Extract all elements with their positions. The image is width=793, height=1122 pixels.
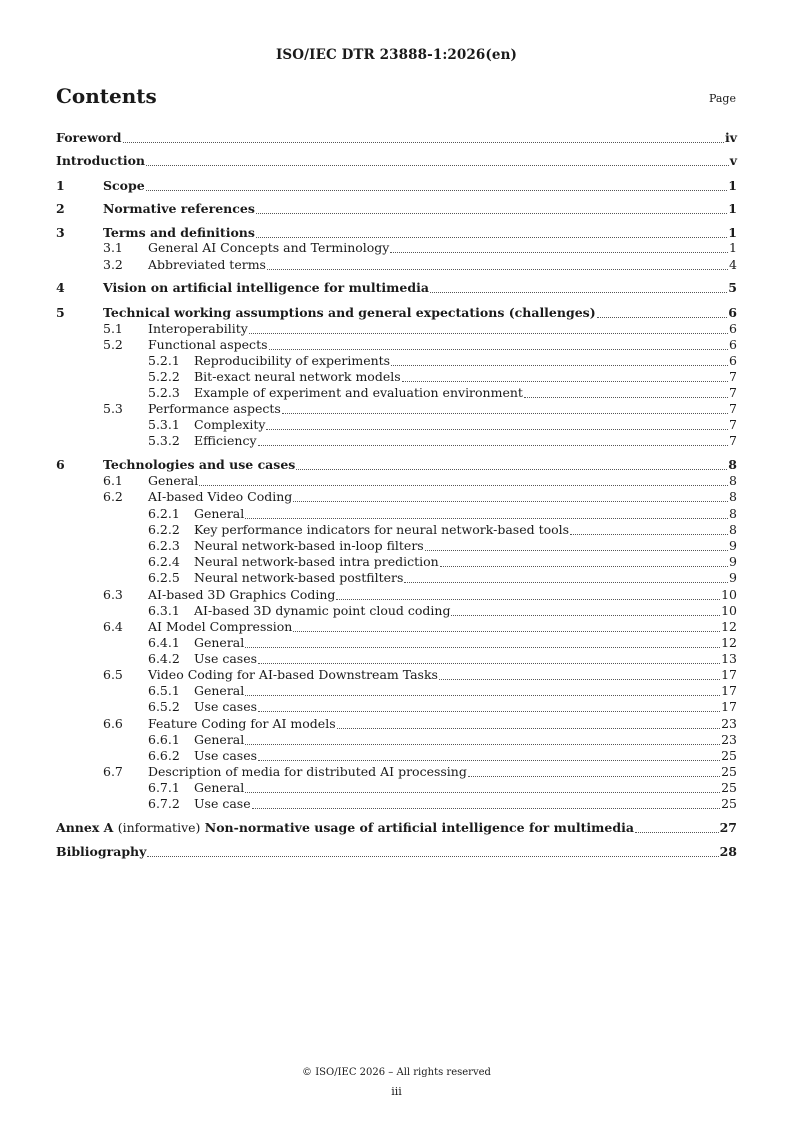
toc-dot-leader <box>258 444 729 446</box>
toc-entry[interactable] <box>56 603 737 619</box>
toc-entry-title: Use cases <box>194 699 258 714</box>
toc-entry[interactable] <box>56 489 737 505</box>
toc-dot-leader <box>249 332 728 334</box>
toc-entry-number: 6.7 <box>103 764 123 779</box>
toc-entry-title: Functional aspects <box>148 337 268 352</box>
toc-dot-leader <box>258 710 720 712</box>
page-number: iii <box>391 1085 402 1098</box>
toc-entry-number: 6.2 <box>103 489 123 504</box>
toc-entry-title: Neural network-based postfilters <box>194 570 404 585</box>
toc-entry-number: 5.3.1 <box>148 417 180 432</box>
toc-entry-number: 1 <box>56 178 65 193</box>
toc-dot-leader <box>267 268 728 270</box>
toc-dot-leader <box>269 348 729 350</box>
copyright-notice: © ISO/IEC 2026 – All rights reserved <box>302 1067 491 1078</box>
toc-entry-number: 6.2.1 <box>148 506 180 521</box>
toc-entry[interactable] <box>56 337 737 353</box>
toc-entry-number: 5.2.1 <box>148 353 180 368</box>
toc-entry-page: 23 <box>721 716 737 731</box>
toc-entry-page: 7 <box>729 385 737 400</box>
toc-entry-title: Neural network-based intra prediction <box>194 554 439 569</box>
toc-entry-number: 6.2.3 <box>148 538 180 553</box>
toc-entry-title: General <box>148 473 199 488</box>
toc-entry-page: 6 <box>729 337 737 352</box>
toc-dot-leader <box>146 164 729 166</box>
toc-entry-number: 6.5.1 <box>148 683 180 698</box>
toc-entry-title: AI Model Compression <box>148 619 293 634</box>
toc-entry-number: 6.6 <box>103 716 123 731</box>
toc-entry-number: 6.4.1 <box>148 635 180 650</box>
toc-entry-page: v <box>729 153 737 168</box>
toc-dot-leader <box>146 189 728 191</box>
toc-entry-title: Video Coding for AI-based Downstream Tasks <box>148 667 438 682</box>
toc-entry[interactable] <box>56 280 737 296</box>
toc-entry[interactable] <box>56 433 737 449</box>
toc-entry-title: AI-based 3D Graphics Coding <box>148 587 336 602</box>
toc-entry-annex[interactable] <box>56 820 737 836</box>
toc-entry-title: Feature Coding for AI models <box>148 716 336 731</box>
toc-entry-title: Normative references <box>103 201 255 216</box>
toc-entry-title: Foreword <box>56 130 122 145</box>
toc-entry-number: 5 <box>56 305 65 320</box>
toc-entry-number: 6.3.1 <box>148 603 180 618</box>
toc-entry-page: 28 <box>719 844 737 859</box>
toc-entry[interactable] <box>56 619 737 635</box>
toc-dot-leader <box>245 694 720 696</box>
toc-entry-title: Performance aspects <box>148 401 281 416</box>
toc-entry[interactable] <box>56 748 737 764</box>
annex-title: Non-normative usage of artificial intelligence for multimedia <box>204 820 634 835</box>
toc-entry-number: 5.1 <box>103 321 123 336</box>
toc-entry-title: Interoperability <box>148 321 248 336</box>
toc-entry-page: 9 <box>729 538 737 553</box>
toc-entry-page: 10 <box>721 603 737 618</box>
toc-dot-leader <box>336 598 720 600</box>
toc-entry[interactable] <box>56 178 737 194</box>
toc-entry-number: 6 <box>56 457 65 472</box>
toc-entry-number: 6.1 <box>103 473 123 488</box>
toc-entry-number: 3.1 <box>103 240 123 255</box>
toc-entry[interactable] <box>56 321 737 337</box>
toc-dot-leader <box>296 468 727 470</box>
document-header: ISO/IEC DTR 23888-1:2026(en) <box>276 47 517 63</box>
toc-dot-leader <box>245 743 720 745</box>
toc-entry-page: 8 <box>729 489 737 504</box>
toc-entry[interactable] <box>56 225 737 241</box>
toc-entry-title: General <box>194 506 245 521</box>
toc-entry[interactable] <box>56 554 737 570</box>
toc-entry[interactable] <box>56 635 737 651</box>
toc-entry-title: Reproducibility of experiments <box>194 353 391 368</box>
toc-dot-leader <box>258 759 720 761</box>
toc-entry-page: 12 <box>721 619 737 634</box>
toc-entry-number: 5.2 <box>103 337 123 352</box>
toc-entry-number: 6.6.2 <box>148 748 180 763</box>
toc-entry-page: 4 <box>729 257 737 272</box>
toc-entry-number: 6.4 <box>103 619 123 634</box>
toc-entry[interactable] <box>56 417 737 433</box>
toc-entry-number: 5.3.2 <box>148 433 180 448</box>
toc-entry-page: 1 <box>728 178 737 193</box>
toc-entry[interactable] <box>56 780 737 796</box>
toc-dot-leader <box>390 251 728 253</box>
toc-entry-page: 10 <box>721 587 737 602</box>
bibliography-title: Bibliography <box>56 844 147 859</box>
toc-entry-title: Technologies and use cases <box>103 457 296 472</box>
toc-entry-title: General <box>194 635 245 650</box>
toc-entry[interactable] <box>56 401 737 417</box>
toc-entry-title: AI-based 3D dynamic point cloud coding <box>194 603 451 618</box>
toc-entry[interactable] <box>56 506 737 522</box>
toc-dot-leader <box>468 775 720 777</box>
toc-entry-page: 7 <box>729 417 737 432</box>
toc-entry-title: Complexity <box>194 417 266 432</box>
toc-entry[interactable] <box>56 587 737 603</box>
toc-entry-title: Efficiency <box>194 433 257 448</box>
toc-entry[interactable] <box>56 570 737 586</box>
toc-entry[interactable] <box>56 385 737 401</box>
annex-label: Annex A <box>56 820 114 835</box>
toc-entry-page: 7 <box>729 433 737 448</box>
toc-entry-page: 9 <box>729 570 737 585</box>
toc-entry[interactable] <box>56 153 737 169</box>
toc-entry-page: 25 <box>721 764 737 779</box>
toc-entry[interactable] <box>56 538 737 554</box>
toc-entry-page: 17 <box>721 667 737 682</box>
toc-dot-leader <box>404 581 728 583</box>
toc-entry-page: 25 <box>721 780 737 795</box>
toc-entry-page: 9 <box>729 554 737 569</box>
toc-dot-leader <box>256 212 727 214</box>
toc-entry-number: 6.6.1 <box>148 732 180 747</box>
toc-entry-page: 17 <box>721 683 737 698</box>
page-column-label: Page <box>708 92 736 105</box>
toc-dot-leader <box>425 549 728 551</box>
toc-entry-title: General <box>194 683 245 698</box>
toc-entry-page: 25 <box>721 796 737 811</box>
toc-entry[interactable] <box>56 683 737 699</box>
toc-entry-title: Use cases <box>194 748 258 763</box>
toc-entry[interactable] <box>56 473 737 489</box>
toc-entry-title: General AI Concepts and Terminology <box>148 240 390 255</box>
toc-entry-page: 8 <box>729 522 737 537</box>
toc-entry-title: General <box>194 732 245 747</box>
toc-entry-title: Vision on artificial intelligence for multimedia <box>103 280 429 295</box>
toc-dot-leader <box>391 364 728 366</box>
toc-entry[interactable] <box>56 353 737 369</box>
toc-entry-page: 1 <box>728 225 737 240</box>
toc-dot-leader <box>597 316 728 318</box>
toc-entry-number: 2 <box>56 201 65 216</box>
toc-entry-page: 6 <box>729 353 737 368</box>
toc-dot-leader <box>439 678 720 680</box>
toc-entry-number: 6.5.2 <box>148 699 180 714</box>
toc-dot-leader <box>245 791 720 793</box>
toc-entry[interactable] <box>56 651 737 667</box>
toc-dot-leader <box>282 412 728 414</box>
toc-entry-title: Use case <box>194 796 251 811</box>
toc-entry-title: General <box>194 780 245 795</box>
toc-entry[interactable] <box>56 764 737 780</box>
toc-dot-leader <box>258 662 720 664</box>
toc-entry-number: 3.2 <box>103 257 123 272</box>
toc-entry-page: 1 <box>728 201 737 216</box>
toc-entry[interactable] <box>56 716 737 732</box>
toc-entry-number: 6.4.2 <box>148 651 180 666</box>
toc-dot-leader <box>430 291 727 293</box>
toc-dot-leader <box>245 646 720 648</box>
toc-dot-leader <box>293 500 728 502</box>
toc-entry-number: 5.2.3 <box>148 385 180 400</box>
toc-entry-page: 8 <box>728 457 737 472</box>
toc-entry-number: 6.7.2 <box>148 796 180 811</box>
toc-entry-number: 5.2.2 <box>148 369 180 384</box>
toc-entry[interactable] <box>56 732 737 748</box>
toc-dot-leader <box>293 630 720 632</box>
toc-entry-page: 17 <box>721 699 737 714</box>
toc-entry-page: 8 <box>729 506 737 521</box>
toc-dot-leader <box>147 855 718 857</box>
toc-entry-number: 6.7.1 <box>148 780 180 795</box>
toc-entry-title: Example of experiment and evaluation environment <box>194 385 523 400</box>
toc-entry-title: Abbreviated terms <box>148 257 266 272</box>
toc-dot-leader <box>123 141 724 143</box>
toc-entry[interactable] <box>56 305 737 321</box>
toc-dot-leader <box>245 517 728 519</box>
annex-qualifier: (informative) <box>117 820 201 835</box>
toc-entry-page: 12 <box>721 635 737 650</box>
toc-entry-page: 25 <box>721 748 737 763</box>
toc-entry-page: 23 <box>721 732 737 747</box>
toc-entry-page: 13 <box>721 651 737 666</box>
toc-entry-number: 6.5 <box>103 667 123 682</box>
toc-dot-leader <box>524 396 728 398</box>
toc-entry-title: Key performance indicators for neural network-based tools <box>194 522 570 537</box>
toc-entry-title: Terms and definitions <box>103 225 255 240</box>
toc-entry[interactable] <box>56 699 737 715</box>
toc-entry-title: Bit-exact neural network models <box>194 369 401 384</box>
toc-entry-title: AI-based Video Coding <box>148 489 293 504</box>
toc-entry-page: 7 <box>729 401 737 416</box>
toc-dot-leader <box>337 727 720 729</box>
toc-entry[interactable] <box>56 201 737 217</box>
toc-entry-number: 5.3 <box>103 401 123 416</box>
toc-entry[interactable] <box>56 369 737 385</box>
toc-entry-number: 3 <box>56 225 65 240</box>
toc-entry-title: Use cases <box>194 651 258 666</box>
toc-entry-page: 5 <box>728 280 737 295</box>
toc-entry-title: Technical working assumptions and general expectations (challenges) <box>103 305 596 320</box>
toc-entry-title: Scope <box>103 178 145 193</box>
toc-entry-title: Introduction <box>56 153 146 168</box>
toc-dot-leader <box>570 533 728 535</box>
toc-entry[interactable] <box>56 257 737 273</box>
toc-dot-leader <box>635 831 719 833</box>
contents-title: Contents <box>56 84 157 108</box>
toc-entry-title: Neural network-based in-loop filters <box>194 538 424 553</box>
toc-dot-leader <box>266 428 728 430</box>
toc-entry[interactable] <box>56 796 737 812</box>
toc-entry-number: 6.3 <box>103 587 123 602</box>
toc-dot-leader <box>402 380 728 382</box>
toc-entry-page: 27 <box>719 820 737 835</box>
toc-dot-leader <box>252 807 721 809</box>
toc-entry-title: Description of media for distributed AI processing <box>148 764 467 779</box>
toc-entry-bibliography[interactable] <box>56 844 737 860</box>
toc-entry-page: 1 <box>729 240 737 255</box>
toc-entry-page: 7 <box>729 369 737 384</box>
toc-entry-page: 8 <box>729 473 737 488</box>
toc-entry-page: iv <box>724 130 737 145</box>
toc-entry[interactable] <box>56 457 737 473</box>
toc-dot-leader <box>440 565 728 567</box>
toc-dot-leader <box>199 484 728 486</box>
toc-entry-page: 6 <box>728 305 737 320</box>
toc-dot-leader <box>451 614 720 616</box>
toc-entry[interactable] <box>56 667 737 683</box>
toc-entry[interactable] <box>56 522 737 538</box>
toc-entry-number: 6.2.5 <box>148 570 180 585</box>
toc-entry-page: 6 <box>729 321 737 336</box>
toc-entry-number: 6.2.4 <box>148 554 180 569</box>
toc-dot-leader <box>256 236 727 238</box>
toc-entry-number: 6.2.2 <box>148 522 180 537</box>
toc-entry[interactable] <box>56 240 737 256</box>
annex-title-group <box>56 820 634 836</box>
toc-entry-number: 4 <box>56 280 65 295</box>
toc-entry[interactable] <box>56 130 737 146</box>
